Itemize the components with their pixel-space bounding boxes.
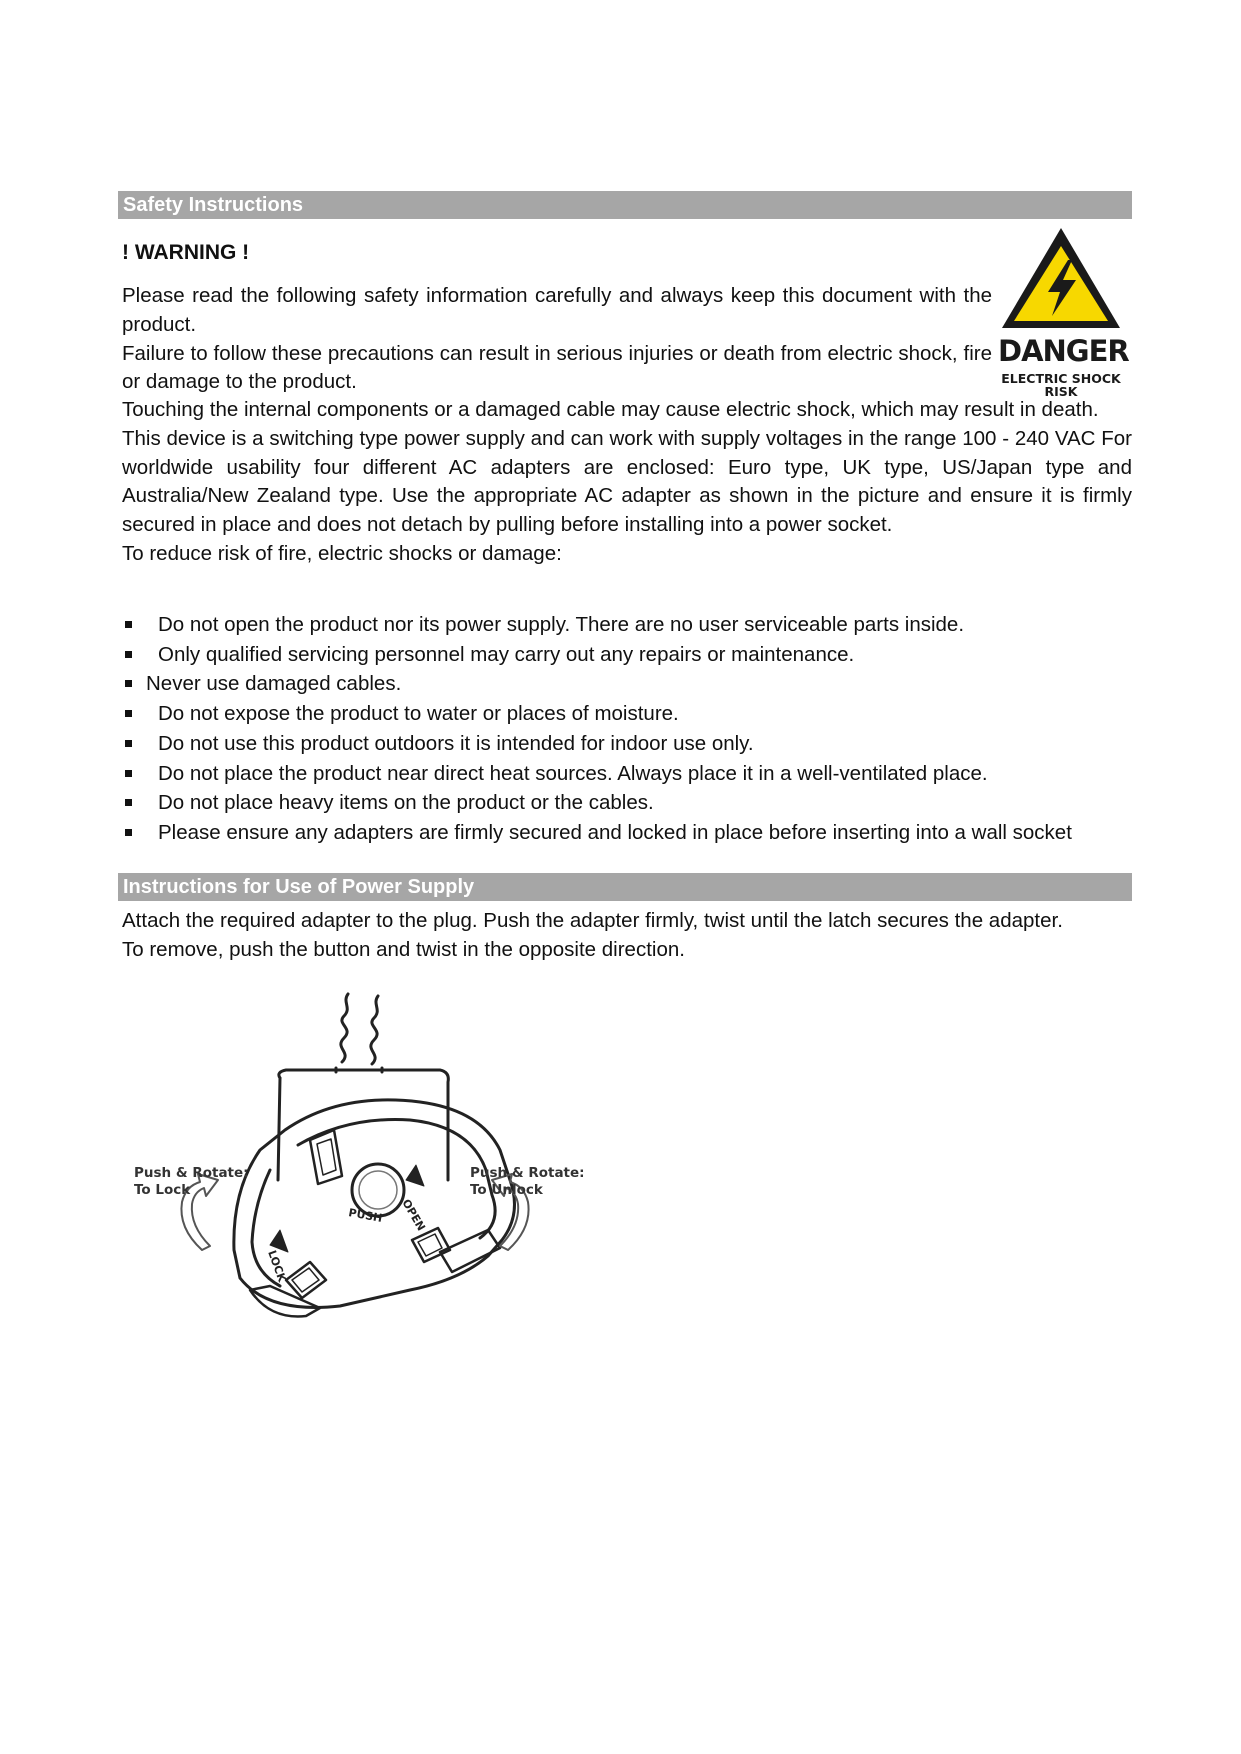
- electric-shock-risk-label: [998, 372, 1124, 398]
- warning-title: ! WARNING !: [122, 241, 250, 264]
- list-item: [122, 729, 1142, 759]
- unlock-instruction-label: [470, 1165, 585, 1199]
- bullet-square-icon: [125, 799, 132, 806]
- power-supply-heading: Instructions for Use of Power Supply: [118, 873, 1132, 901]
- intro-paragraph-1: Please read the following safety information carefully and always keep this document with the product.: [122, 284, 992, 336]
- intro-paragraph-2: Failure to follow these precautions can result in serious injuries or death from electric shock, fire or damage to the product.: [122, 341, 992, 394]
- list-item-text: Please ensure any adapters are firmly secured and locked in place before inserting into a wall socket: [158, 820, 1072, 844]
- push-label: PUSH: [347, 1206, 384, 1225]
- danger-sub-line-1: ELECTRIC SHOCK: [1001, 371, 1121, 386]
- list-item-text: Do not open the product nor its power supply. There are no user serviceable parts inside.: [158, 613, 965, 636]
- plug-adapter-illustration: [120, 990, 590, 1410]
- warning-intro: [122, 282, 992, 397]
- instruction-line-2: To remove, push the button and twist in the opposite direction.: [122, 937, 685, 961]
- list-item-text: Do not place heavy items on the product or the cables.: [158, 791, 654, 815]
- unlock-label-line-1: Push & Rotate:: [470, 1165, 585, 1181]
- lock-label: LOCK: [265, 1248, 289, 1284]
- bullet-square-icon: [125, 770, 132, 777]
- bullet-square-icon: [125, 680, 132, 687]
- bullet-square-icon: [125, 621, 132, 628]
- safety-body: [122, 396, 1132, 569]
- warning-triangle-icon: [998, 224, 1124, 334]
- unlock-label-line-2: To Unlock: [470, 1182, 543, 1198]
- bullet-square-icon: [125, 829, 132, 836]
- lock-label-line-1: Push & Rotate:: [134, 1165, 249, 1181]
- bullet-square-icon: [125, 740, 132, 747]
- adapter-diagram: [120, 990, 590, 1410]
- list-item-text: Do not place the product near direct heat sources. Always place it in a well-ventilated place.: [158, 761, 988, 785]
- list-item: [122, 818, 1142, 848]
- list-item-text: Only qualified servicing personnel may carry out any repairs or maintenance.: [158, 642, 855, 666]
- list-item: [122, 610, 1142, 640]
- list-item: [122, 640, 1142, 670]
- body-paragraph-1: Touching the internal components or a damaged cable may cause electric shock, which may result in death.: [122, 398, 1099, 421]
- list-item: [122, 788, 1142, 818]
- danger-word: DANGER: [998, 334, 1129, 368]
- list-item: [122, 759, 1142, 789]
- lock-label-line-2: To Lock: [134, 1182, 191, 1198]
- power-supply-instructions: [122, 907, 1132, 965]
- safety-bullet-list: [122, 610, 1142, 848]
- list-item: [122, 669, 1142, 699]
- danger-sub-line-2: RISK: [1044, 384, 1078, 399]
- body-paragraph-2: This device is a switching type power supply and can work with supply voltages in the range 100 - 240 VAC For worldwide usability four different AC adapters are enclosed: Euro type, UK type, US/Japan type and Australia/New Zealand type. Use the appropriate AC adapter as shown in the picture and ensure it is firmly secured in place and does not detach by pulling before installing into a power socket.: [122, 426, 1132, 537]
- instruction-line-1: Attach the required adapter to the plug. Push the adapter firmly, twist until the latch secures the adapter.: [122, 909, 1063, 932]
- list-item: [122, 699, 1142, 729]
- bullet-square-icon: [125, 710, 132, 717]
- list-item-text: Never use damaged cables.: [146, 672, 402, 696]
- safety-instructions-heading: Safety Instructions: [118, 191, 1132, 219]
- body-paragraph-3: To reduce risk of fire, electric shocks or damage:: [122, 541, 562, 565]
- bullet-square-icon: [125, 651, 132, 658]
- danger-sign: [998, 224, 1129, 400]
- list-item-text: Do not expose the product to water or places of moisture.: [158, 702, 679, 726]
- open-label: OPEN: [399, 1197, 428, 1234]
- list-item-text: Do not use this product outdoors it is intended for indoor use only.: [158, 731, 754, 755]
- lock-instruction-label: [134, 1165, 249, 1199]
